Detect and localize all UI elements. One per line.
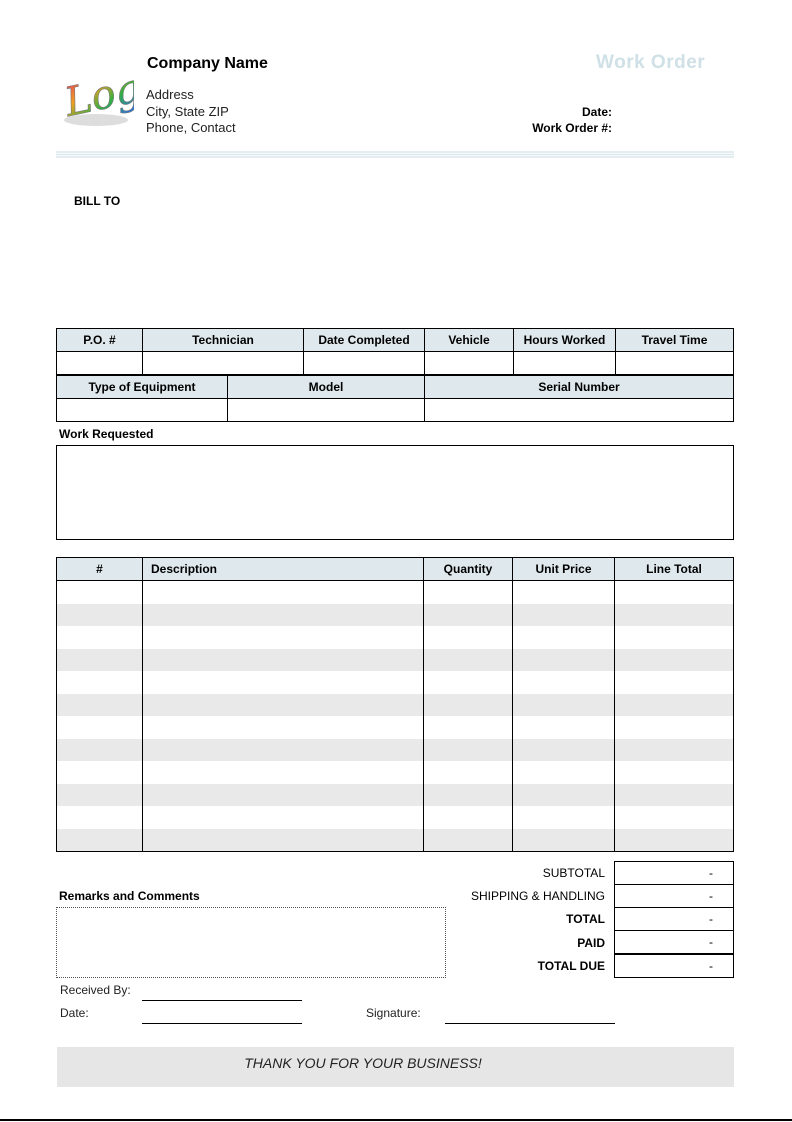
- work-requested-label: Work Requested: [59, 427, 154, 441]
- table-row[interactable]: [57, 671, 734, 694]
- header-item-number: #: [57, 558, 143, 581]
- date-completed-field[interactable]: [304, 352, 425, 375]
- table-row[interactable]: [57, 806, 734, 829]
- table-row[interactable]: [57, 829, 734, 852]
- table-row[interactable]: [57, 604, 734, 627]
- header-technician: Technician: [143, 329, 304, 352]
- header-model: Model: [228, 376, 425, 399]
- footer-banner: [57, 1047, 734, 1087]
- table-row[interactable]: [57, 626, 734, 649]
- hours-worked-field[interactable]: [514, 352, 616, 375]
- type-of-equipment-field[interactable]: [57, 399, 228, 422]
- table-row[interactable]: [57, 716, 734, 739]
- subtotal-value: -: [614, 861, 734, 885]
- header-description: Description: [143, 558, 424, 581]
- signature-date-line[interactable]: [142, 1023, 302, 1024]
- header-serial-number: Serial Number: [425, 376, 734, 399]
- equipment-table: [56, 375, 734, 422]
- header-po-number: P.O. #: [57, 329, 143, 352]
- header-travel-time: Travel Time: [616, 329, 734, 352]
- company-name: Company Name: [147, 55, 268, 72]
- thank-you-message: THANK YOU FOR YOUR BUSINESS!: [244, 1055, 482, 1071]
- company-logo: [58, 48, 134, 134]
- table-row[interactable]: [57, 784, 734, 807]
- company-phone-contact: Phone, Contact: [146, 120, 236, 135]
- shipping-value: -: [614, 884, 734, 908]
- document-title: Work Order: [596, 52, 706, 73]
- serial-number-field[interactable]: [425, 399, 734, 422]
- received-by-label: Received By:: [60, 983, 131, 997]
- header-quantity: Quantity: [424, 558, 513, 581]
- model-field[interactable]: [228, 399, 425, 422]
- po-number-field[interactable]: [57, 352, 143, 375]
- signature-date-label: Date:: [60, 1006, 89, 1020]
- header-divider: [56, 146, 734, 154]
- signature-label: Signature:: [366, 1006, 421, 1020]
- vehicle-field[interactable]: [425, 352, 514, 375]
- header-vehicle: Vehicle: [425, 329, 514, 352]
- signature-line[interactable]: [445, 1023, 615, 1024]
- travel-time-field[interactable]: [616, 352, 734, 375]
- remarks-label: Remarks and Comments: [59, 889, 200, 903]
- received-by-line[interactable]: [142, 1000, 302, 1001]
- shipping-label: SHIPPING & HANDLING: [470, 889, 605, 903]
- paid-value: -: [614, 930, 734, 954]
- header-hours-worked: Hours Worked: [514, 329, 616, 352]
- total-due-label: TOTAL DUE: [537, 959, 605, 973]
- date-label: Date:: [581, 105, 612, 119]
- header-line-total: Line Total: [615, 558, 734, 581]
- job-details-table: [56, 328, 734, 375]
- work-order-number-label: Work Order #:: [532, 121, 612, 135]
- table-row[interactable]: [57, 739, 734, 762]
- company-city-state-zip: City, State ZIP: [146, 104, 229, 119]
- svg-text:Logo: Logo: [60, 60, 134, 127]
- line-items-table: [56, 557, 734, 852]
- table-row[interactable]: [57, 581, 734, 604]
- total-label: TOTAL: [566, 912, 605, 926]
- header-date-completed: Date Completed: [304, 329, 425, 352]
- total-due-value: -: [614, 954, 734, 978]
- subtotal-label: SUBTOTAL: [542, 866, 605, 880]
- work-requested-field[interactable]: [56, 445, 734, 540]
- header-unit-price: Unit Price: [513, 558, 615, 581]
- company-address: Address: [146, 87, 194, 102]
- table-row[interactable]: [57, 694, 734, 717]
- bill-to-label: BILL TO: [74, 194, 121, 208]
- header-type-of-equipment: Type of Equipment: [57, 376, 228, 399]
- page-bottom-rule: [0, 1119, 792, 1121]
- table-row[interactable]: [57, 649, 734, 672]
- technician-field[interactable]: [143, 352, 304, 375]
- total-value: -: [614, 907, 734, 931]
- paid-label: PAID: [577, 936, 605, 950]
- table-row[interactable]: [57, 761, 734, 784]
- remarks-field[interactable]: [56, 907, 446, 978]
